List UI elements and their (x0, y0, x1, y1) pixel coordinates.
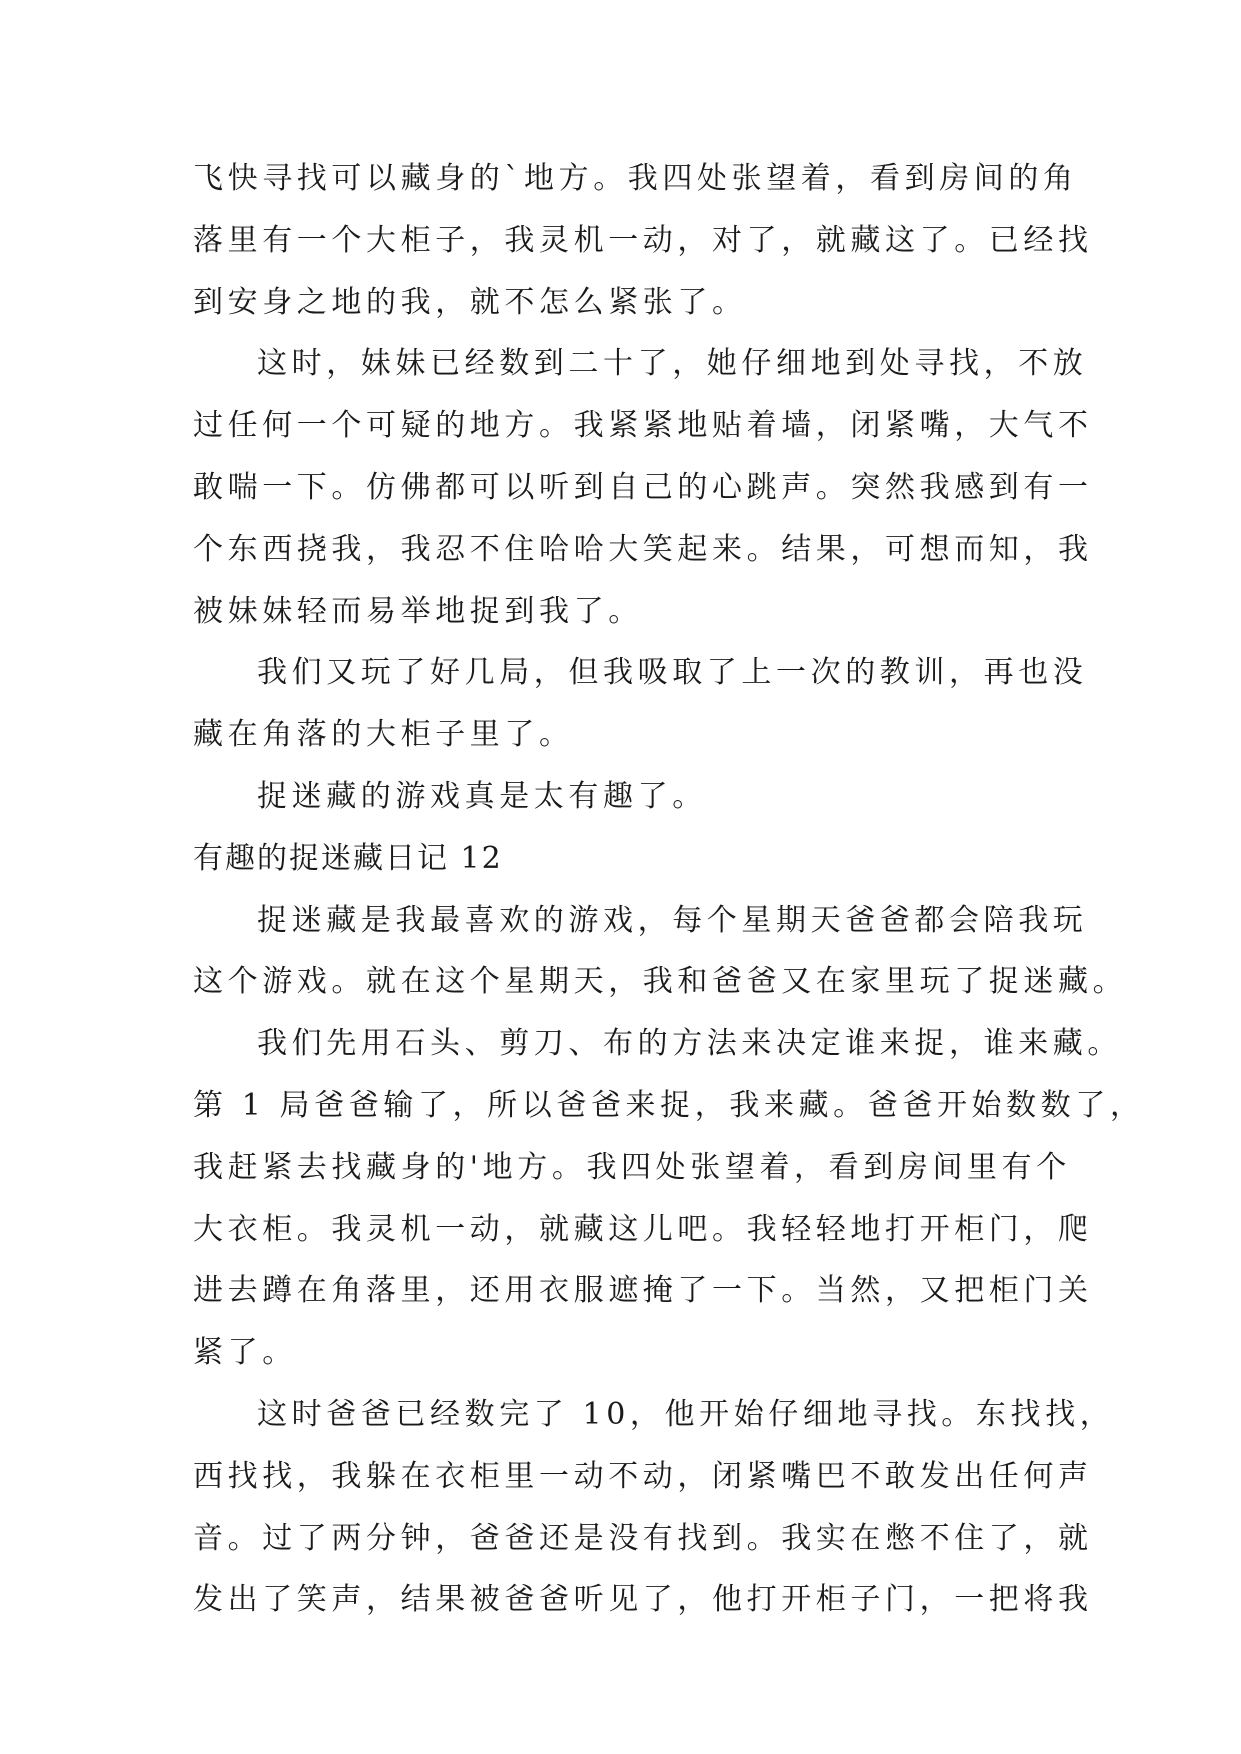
text-line: 藏在角落的大柜子里了。 (193, 717, 574, 753)
paragraph-start-line: 捉迷藏是我最喜欢的游戏，每个星期天爸爸都会陪我玩 (257, 902, 1088, 938)
text-line: 过任何一个可疑的地方。我紧紧地贴着墙，闭紧嘴，大气不 (193, 408, 1093, 444)
text-line: 音。过了两分钟，爸爸还是没有找到。我实在憋不住了，就 (193, 1520, 1093, 1556)
text-line: 这个游戏。就在这个星期天，我和爸爸又在家里玩了捉迷藏。 (193, 964, 1128, 1000)
paragraph-start-line: 这时，妹妹已经数到二十了，她仔细地到处寻找，不放 (257, 346, 1088, 382)
section-title: 有趣的捉迷藏日记 12 (193, 840, 503, 876)
text-line: 我赶紧去找藏身的'地方。我四处张望着，看到房间里有个 (193, 1149, 1071, 1185)
text-line: 西找找，我躲在衣柜里一动不动，闭紧嘴巴不敢发出任何声 (193, 1458, 1093, 1494)
text-line: 敢喘一下。仿佛都可以听到自己的心跳声。突然我感到有一 (193, 469, 1093, 505)
text-line: 飞快寻找可以藏身的`地方。我四处张望着，看到房间的角 (193, 161, 1078, 196)
text-line: 紧了。 (193, 1335, 297, 1371)
text-line: 第 1 局爸爸输了，所以爸爸来捉，我来藏。爸爸开始数数了， (193, 1087, 1145, 1123)
text-line: 个东西挠我，我忍不住哈哈大笑起来。结果，可想而知，我 (193, 531, 1093, 567)
paragraph-start-line: 这时爸爸已经数完了 10，他开始仔细地寻找。东找找， (257, 1396, 1115, 1432)
paragraph-start-line: 我们先用石头、剪刀、布的方法来决定谁来捉，谁来藏。 (257, 1026, 1122, 1062)
text-line: 发出了笑声，结果被爸爸听见了，他打开柜子门，一把将我 (193, 1582, 1093, 1618)
text-line: 到安身之地的我，就不怎么紧张了。 (193, 284, 747, 320)
paragraph-start-line: 捉迷藏的游戏真是太有趣了。 (257, 778, 707, 814)
text-line: 落里有一个大柜子，我灵机一动，对了，就藏这了。已经找 (193, 222, 1093, 258)
text-line: 被妹妹轻而易举地捉到我了。 (193, 593, 643, 629)
text-line: 进去蹲在角落里，还用衣服遮掩了一下。当然，又把柜门关 (193, 1273, 1093, 1309)
document-body (193, 148, 1145, 1631)
text-line: 大衣柜。我灵机一动，就藏这儿吧。我轻轻地打开柜门，爬 (193, 1211, 1093, 1247)
paragraph-start-line: 我们又玩了好几局，但我吸取了上一次的教训，再也没 (257, 655, 1088, 691)
